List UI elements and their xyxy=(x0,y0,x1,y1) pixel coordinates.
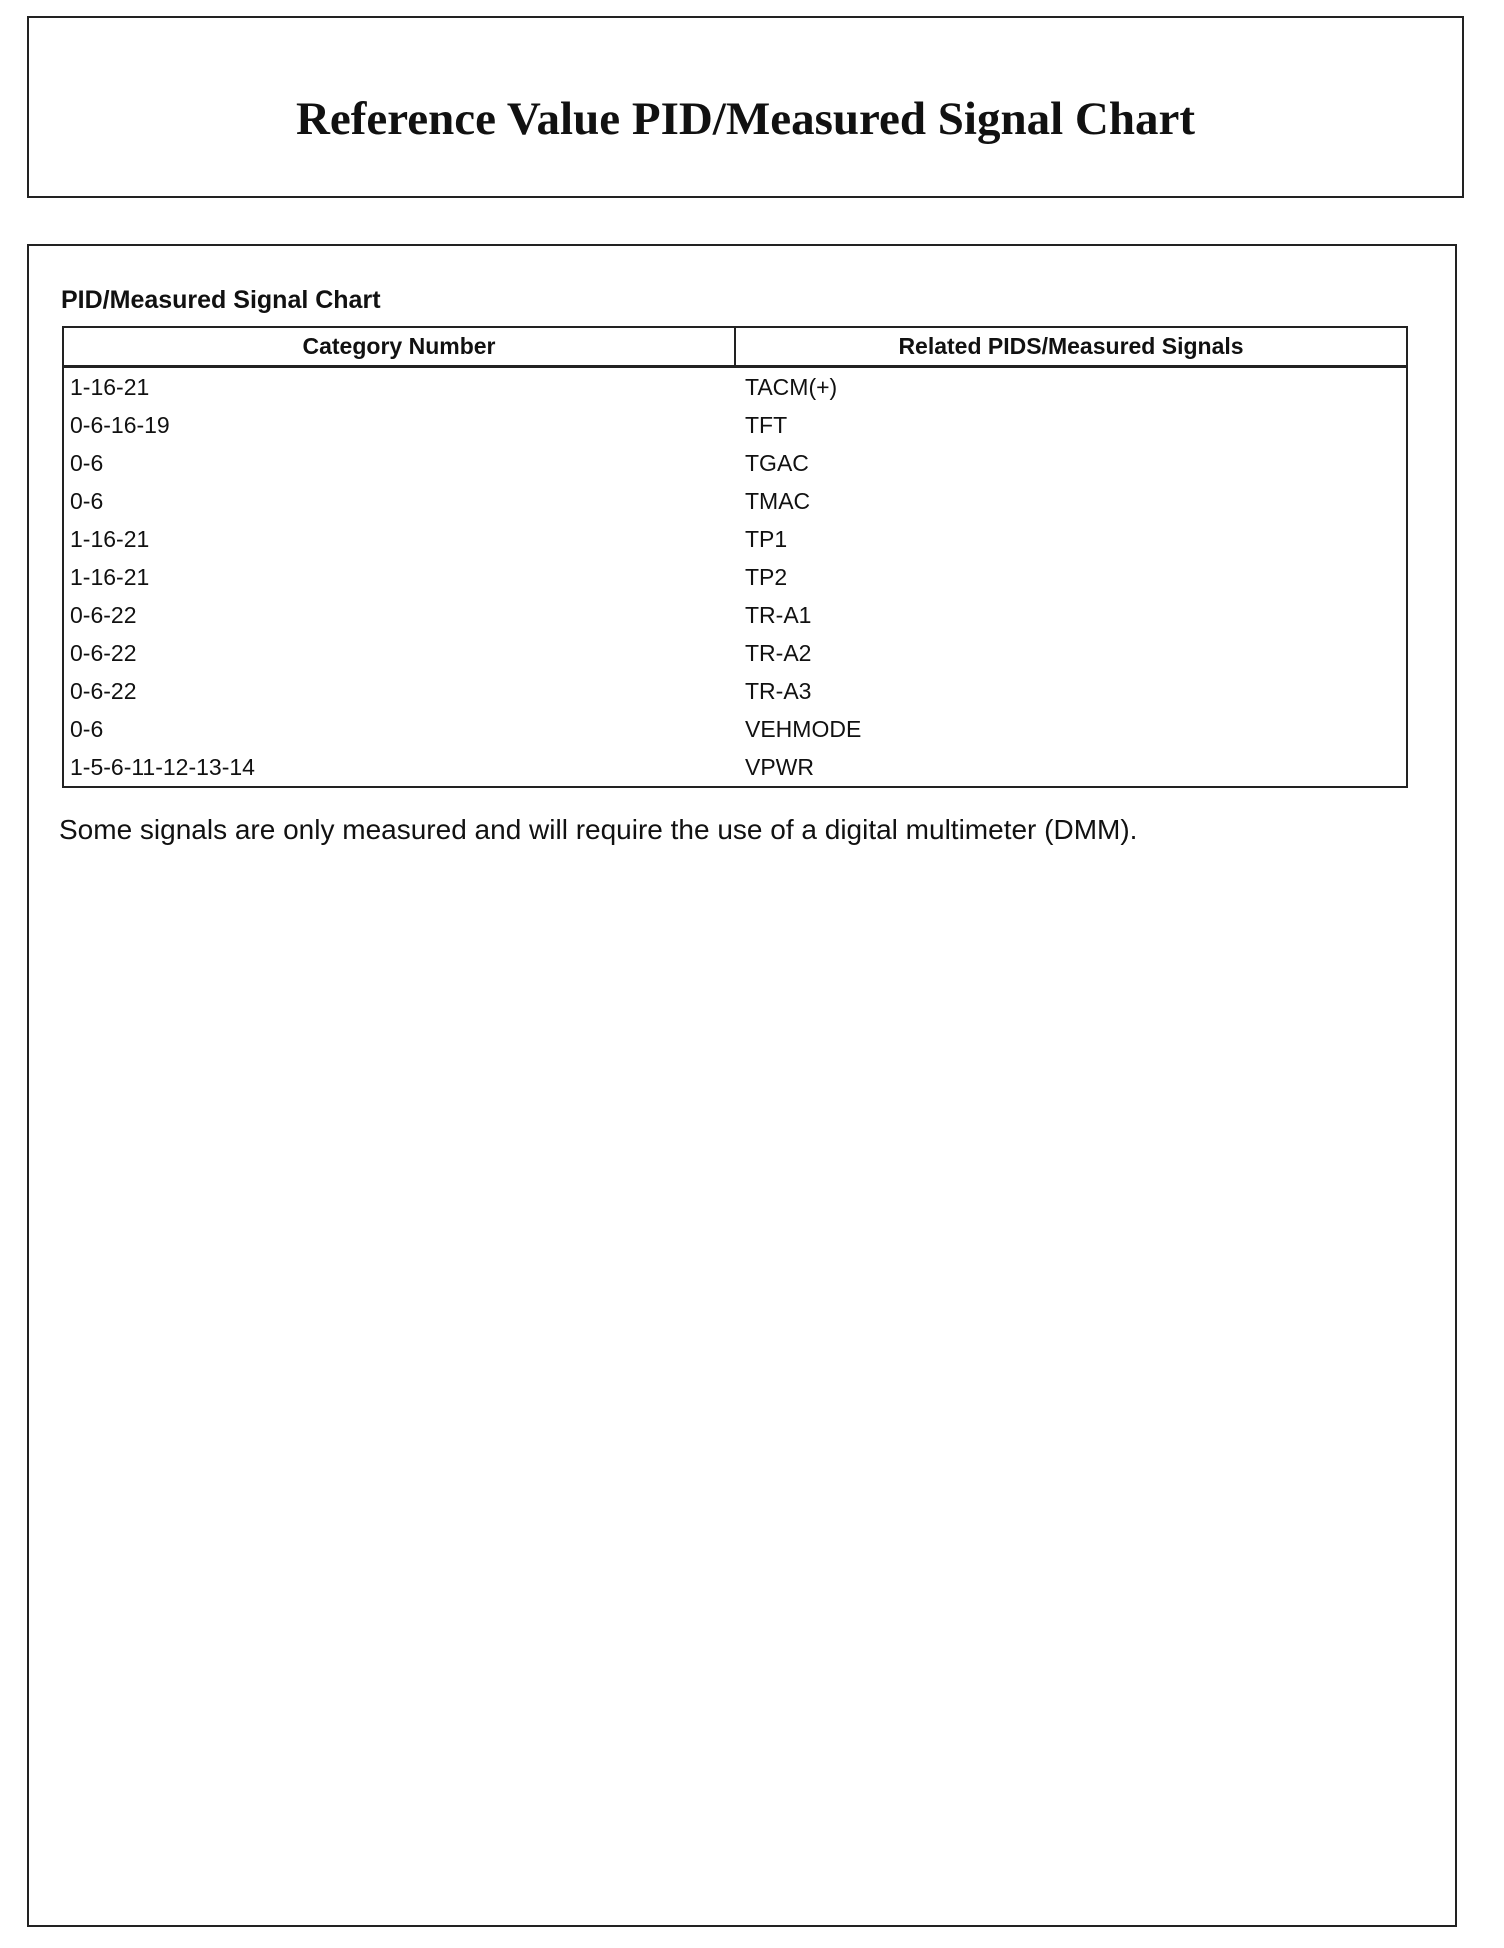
signal-cell: VEHMODE xyxy=(745,715,862,742)
category-cell: 0-6-22 xyxy=(70,639,137,666)
signal-cell: TACM(+) xyxy=(745,373,838,400)
signal-cell: TFT xyxy=(745,411,788,438)
signal-table xyxy=(62,326,1408,788)
category-cell: 0-6 xyxy=(70,487,104,514)
category-cell: 0-6-22 xyxy=(70,601,137,628)
content-box xyxy=(27,244,1457,1927)
table-row xyxy=(63,672,1407,710)
table-row xyxy=(63,634,1407,672)
category-cell: 1-16-21 xyxy=(70,563,150,590)
page-title: Reference Value PID/Measured Signal Chart xyxy=(295,93,1196,145)
table-row xyxy=(63,558,1407,596)
table-row xyxy=(63,406,1407,444)
table-row xyxy=(63,444,1407,482)
signal-cell: TR-A1 xyxy=(745,601,812,628)
signal-cell: TP1 xyxy=(745,525,788,552)
table-row xyxy=(63,482,1407,520)
signal-cell: TR-A2 xyxy=(745,639,812,666)
category-cell: 1-5-6-11-12-13-14 xyxy=(70,753,255,780)
signal-cell: VPWR xyxy=(745,753,814,780)
category-cell: 0-6 xyxy=(70,449,104,476)
category-cell: 1-16-21 xyxy=(70,373,150,400)
dmm-note: Some signals are only measured and will require the use of a digital multimeter (DMM). xyxy=(59,814,1138,845)
column-header-signals: Related PIDS/Measured Signals xyxy=(735,327,1407,367)
signal-cell: TR-A3 xyxy=(745,677,812,704)
category-cell: 0-6-16-19 xyxy=(70,411,170,438)
category-cell: 0-6-22 xyxy=(70,677,137,704)
table-row xyxy=(63,710,1407,748)
signal-cell: TGAC xyxy=(745,449,809,476)
title-box xyxy=(27,16,1464,198)
category-cell: 1-16-21 xyxy=(70,525,150,552)
signal-cell: TP2 xyxy=(745,563,788,590)
table-row xyxy=(63,367,1407,407)
table-row xyxy=(63,748,1407,787)
table-header-row xyxy=(63,327,1407,367)
chart-heading: PID/Measured Signal Chart xyxy=(61,286,381,314)
column-header-category: Category Number xyxy=(63,327,735,367)
table-row xyxy=(63,520,1407,558)
category-cell: 0-6 xyxy=(70,715,104,742)
signal-cell: TMAC xyxy=(745,487,811,514)
table-row xyxy=(63,596,1407,634)
